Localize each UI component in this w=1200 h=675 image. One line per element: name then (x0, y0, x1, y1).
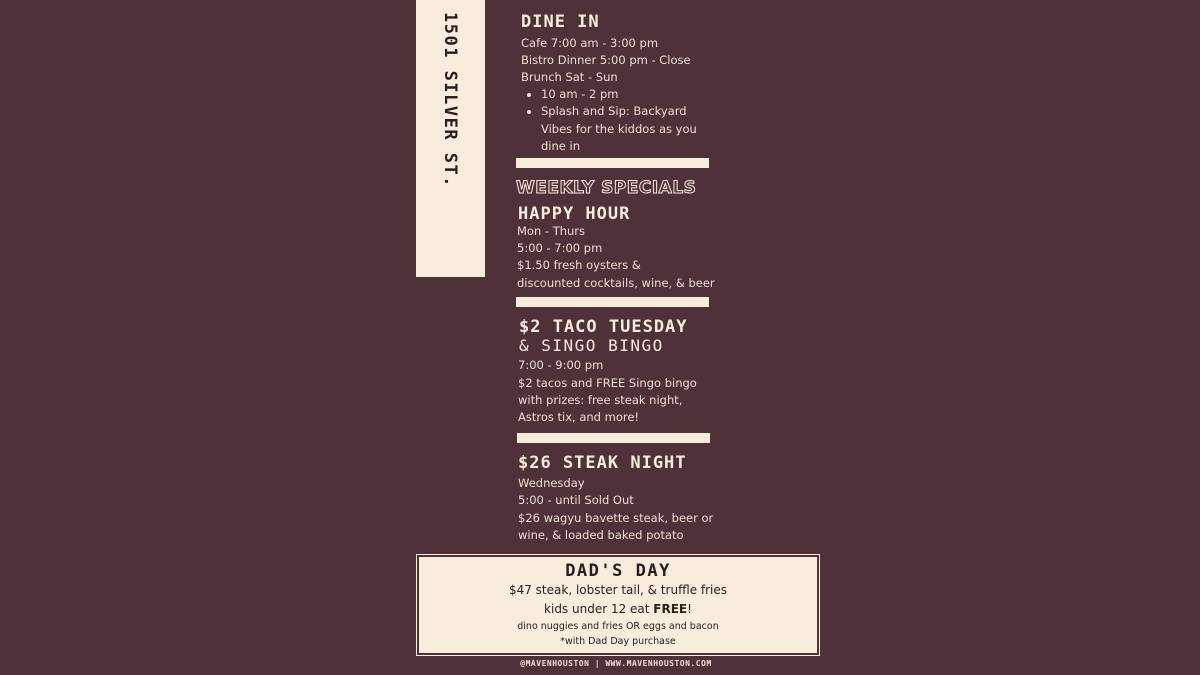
dads-day-line: $47 steak, lobster tail, & truffle fries (508, 583, 728, 597)
steak-night-line: 5:00 - until Sold Out (518, 493, 634, 507)
happy-hour-line: Mon - Thurs (517, 224, 586, 238)
steak-night-line: wine, & loaded baked potato (518, 528, 684, 542)
dine-in-line: Bistro Dinner 5:00 pm - Close (521, 53, 691, 67)
dads-day-note: *with Dad Day purchase (560, 636, 676, 647)
dine-in-title: DINE IN (521, 12, 600, 32)
steak-night-line: $26 wagyu bavette steak, beer or (518, 511, 714, 525)
dine-in-bullet: • Splash and Sip: Backyard (541, 103, 697, 120)
steak-night-title: $26 STEAK NIGHT (518, 453, 687, 473)
footer-social: @MAVENHOUSTON | WWW.MAVENHOUSTON.COM (520, 659, 712, 668)
dads-day-exclaim: ! (687, 602, 692, 616)
taco-tuesday-line: 7:00 - 9:00 pm (518, 358, 604, 372)
weekly-specials-title: WEEKLY SPECIALS (516, 178, 697, 198)
dine-in-bullet: • 10 am - 2 pm (541, 86, 697, 103)
address-text: 1501 SILVER ST. (440, 11, 460, 189)
happy-hour-line: 5:00 - 7:00 pm (517, 241, 603, 255)
taco-tuesday-line: with prizes: free steak night, (518, 393, 683, 407)
taco-tuesday-subtitle: & SINGO BINGO (519, 336, 664, 355)
divider (516, 297, 709, 307)
dine-in-line: Brunch Sat - Sun (521, 70, 618, 84)
dine-in-bullet-cont: Vibes for the kiddos as you (541, 121, 697, 136)
dads-day-free: FREE (653, 602, 688, 616)
dads-day-line: dino nuggies and fries OR eggs and bacon (517, 621, 719, 632)
dads-day-kids-line (419, 600, 817, 619)
happy-hour-line: discounted cocktails, wine, & beer (517, 276, 715, 290)
taco-tuesday-title: $2 TACO TUESDAY (519, 317, 688, 337)
dads-day-box (419, 557, 817, 653)
divider (516, 158, 709, 168)
steak-night-line: Wednesday (518, 476, 585, 490)
taco-tuesday-line: Astros tix, and more! (518, 410, 640, 424)
dads-day-kids-text: kids under 12 eat (544, 602, 654, 616)
dine-in-bullets (521, 86, 697, 155)
dine-in-bullet-cont: dine in (541, 138, 580, 153)
happy-hour-title: HAPPY HOUR (518, 204, 631, 224)
taco-tuesday-line: $2 tacos and FREE Singo bingo (518, 376, 697, 390)
dine-in-line: Cafe 7:00 am - 3:00 pm (521, 36, 659, 50)
dads-day-title: DAD'S DAY (565, 561, 671, 581)
happy-hour-line: $1.50 fresh oysters & (517, 258, 641, 272)
divider (517, 433, 710, 443)
